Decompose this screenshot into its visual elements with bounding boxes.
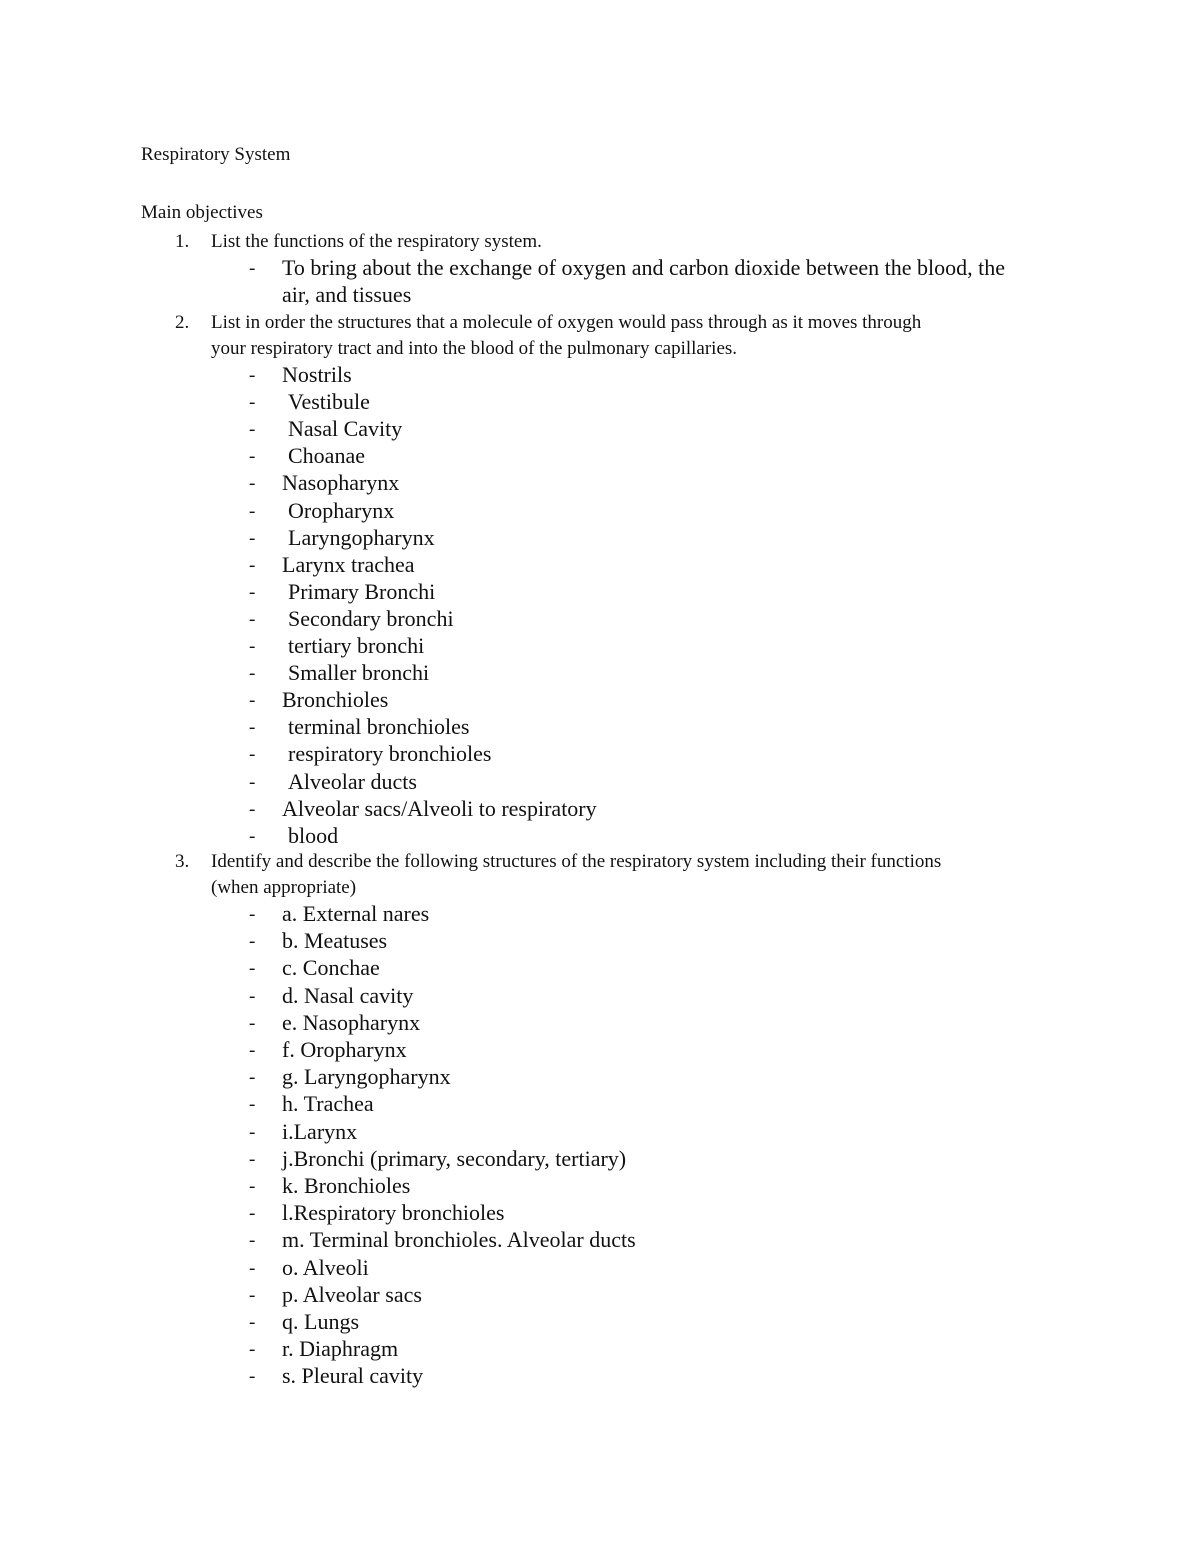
- list-dash: -: [249, 581, 256, 603]
- document-title: Respiratory System: [141, 144, 291, 165]
- list-item: o. Alveoli: [282, 1254, 369, 1280]
- list-item: f. Oropharynx: [282, 1037, 407, 1062]
- list-item: p. Alveolar sacs: [282, 1281, 422, 1307]
- list-dash: -: [249, 985, 256, 1007]
- main-objectives-heading: Main objectives: [141, 202, 263, 223]
- list-item: blood: [288, 822, 339, 848]
- list-item: Vestibule: [288, 389, 370, 415]
- list-item: m. Terminal bronchioles. Alveolar ducts: [282, 1227, 636, 1253]
- list-dash: -: [249, 771, 256, 793]
- list-item: s. Pleural cavity: [282, 1363, 424, 1389]
- list-item: j.Bronchi (primary, secondary, tertiary): [282, 1145, 627, 1171]
- list-item: d. Nasal cavity: [282, 982, 414, 1008]
- list-dash: -: [249, 744, 256, 766]
- list-dash: -: [249, 1012, 256, 1034]
- list-dash: -: [249, 798, 256, 820]
- list-item: Nasal Cavity: [288, 416, 403, 442]
- list-dash: -: [249, 258, 256, 279]
- list-item: g. Laryngopharynx: [282, 1064, 451, 1090]
- list-item: q. Lungs: [282, 1309, 359, 1334]
- list-dash: -: [249, 419, 256, 441]
- list-item: Choanae: [288, 443, 365, 469]
- list-item: Oropharynx: [288, 497, 395, 523]
- objective-text: your respiratory tract and into the blood of the pulmonary capillaries.: [211, 338, 738, 359]
- list-dash: -: [249, 1067, 256, 1089]
- list-item: tertiary bronchi: [288, 633, 425, 658]
- list-dash: -: [249, 1094, 256, 1116]
- list-dash: -: [249, 717, 256, 739]
- objective-text: List the functions of the respiratory system.: [211, 231, 542, 252]
- list-item: Secondary bronchi: [288, 605, 454, 631]
- list-item: Laryngopharynx: [288, 524, 435, 550]
- list-dash: -: [249, 1312, 256, 1333]
- list-dash: -: [249, 392, 256, 414]
- list-dash: -: [249, 1230, 256, 1252]
- objective-text: List in order the structures that a molecule of oxygen would pass through as it moves through: [211, 312, 922, 333]
- list-dash: -: [249, 904, 256, 925]
- objective-text: (when appropriate): [211, 877, 357, 898]
- list-dash: -: [249, 636, 256, 657]
- objective-text: Identify and describe the following structures of the respiratory system including their functions: [211, 851, 942, 872]
- list-dash: -: [249, 1121, 256, 1143]
- list-dash: -: [249, 500, 256, 522]
- list-dash: -: [249, 663, 256, 685]
- objective-number: 1.: [175, 231, 190, 252]
- list-item: b. Meatuses: [282, 928, 388, 954]
- list-dash: -: [249, 931, 256, 953]
- list-dash: -: [249, 365, 256, 386]
- list-dash: -: [249, 1284, 256, 1306]
- list-dash: -: [249, 825, 256, 847]
- list-dash: -: [249, 554, 256, 576]
- list-dash: -: [249, 1040, 256, 1061]
- list-item: r. Diaphragm: [282, 1336, 399, 1362]
- list-item: air, and tissues: [282, 282, 412, 307]
- list-item: a. External nares: [282, 901, 430, 926]
- list-dash: -: [249, 1148, 256, 1170]
- list-item: Alveolar ducts: [288, 768, 417, 794]
- list-item: Primary Bronchi: [288, 578, 436, 604]
- list-item: l.Respiratory bronchioles: [282, 1200, 505, 1226]
- list-item: Nostrils: [282, 362, 352, 387]
- list-item: terminal bronchioles: [288, 714, 470, 740]
- objective-number: 3.: [175, 851, 190, 872]
- list-item: Smaller bronchi: [288, 660, 430, 686]
- list-dash: -: [249, 690, 256, 712]
- list-dash: -: [249, 1339, 256, 1361]
- list-item: c. Conchae: [282, 955, 380, 981]
- list-dash: -: [249, 958, 256, 980]
- list-dash: -: [249, 527, 256, 549]
- list-item: Alveolar sacs/Alveoli to respiratory: [282, 795, 597, 821]
- list-dash: -: [249, 1257, 256, 1279]
- list-item: e. Nasopharynx: [282, 1009, 421, 1035]
- list-dash: -: [249, 1203, 256, 1225]
- objective-number: 2.: [175, 312, 190, 333]
- list-item: k. Bronchioles: [282, 1173, 411, 1198]
- list-dash: -: [249, 608, 256, 630]
- list-dash: -: [249, 1176, 256, 1197]
- list-item: Bronchioles: [282, 687, 389, 713]
- list-item: Larynx trachea: [282, 551, 415, 577]
- list-dash: -: [249, 473, 256, 495]
- list-item: Nasopharynx: [282, 470, 400, 496]
- list-dash: -: [249, 1366, 256, 1388]
- list-dash: -: [249, 446, 256, 468]
- list-item: i.Larynx: [282, 1118, 358, 1144]
- list-item: h. Trachea: [282, 1091, 374, 1117]
- list-item: To bring about the exchange of oxygen and carbon dioxide between the blood, the: [282, 255, 1006, 280]
- list-item: respiratory bronchioles: [288, 741, 492, 767]
